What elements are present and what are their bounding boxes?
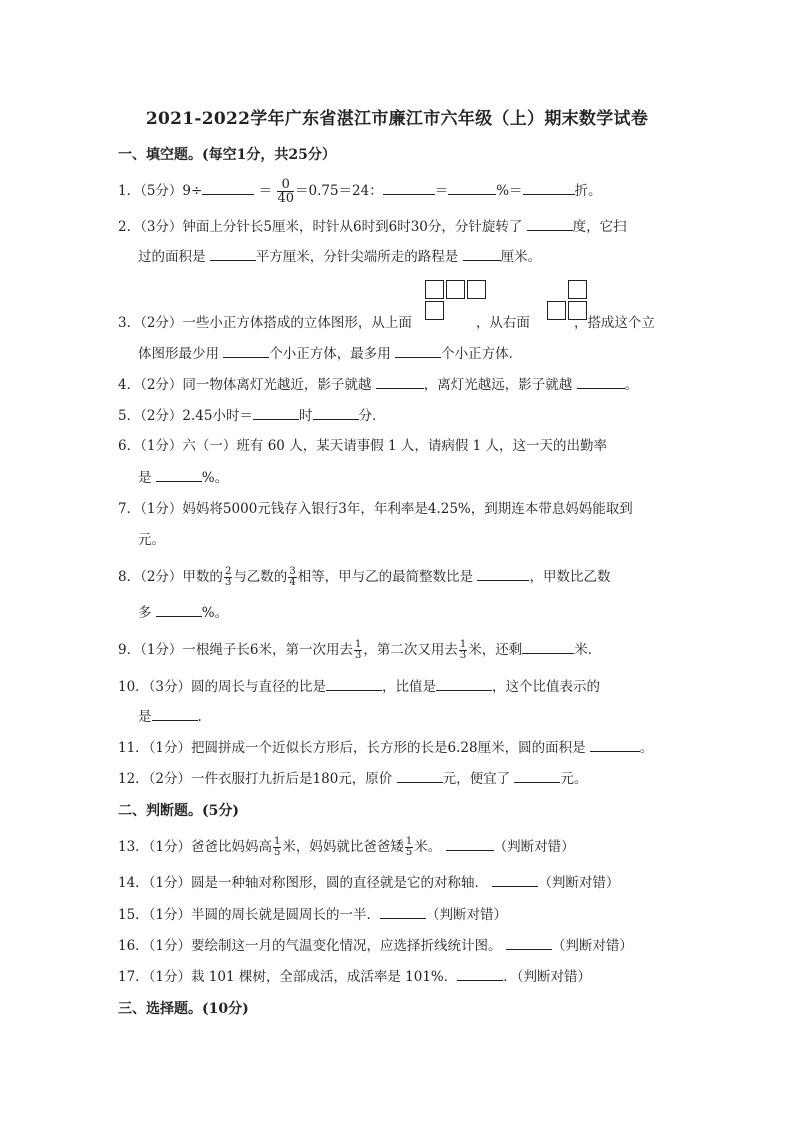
answer-blank[interactable]	[514, 768, 560, 783]
answer-blank[interactable]	[590, 737, 640, 752]
exam-title: 2021-2022学年广东省湛江市廉江市六年级（上）期末数学试卷	[145, 109, 649, 129]
answer-blank[interactable]	[380, 904, 426, 919]
question-6: 6．（1分）六（一）班有 60 人，某天请事假 1 人，请病假 1 人，这一天的出勤率	[118, 438, 608, 454]
answer-blank[interactable]	[477, 566, 529, 581]
answer-blank[interactable]	[457, 966, 503, 981]
question-4: 4．（2分）同一物体离灯光越近，影子就越 ，离灯光越远，影子就越 。	[118, 374, 638, 395]
fraction: $\frac{1}{5}$	[405, 836, 413, 858]
section-fill-in: 一、填空题。(每空1分，共25分）	[118, 147, 336, 163]
question-16: 16．（1分）要绘制这一月的气温变化情况，应选择折线统计图。 （判断对错）	[118, 935, 633, 956]
question-10: 10．（3分）圆的周长与直径的比是 ，比值是 ，这个比值表示的	[118, 676, 600, 697]
answer-blank[interactable]	[223, 343, 269, 358]
question-9: 9．（1分）一根绳子长6米，第一次用去 $\frac{1}{3}$ ，第二次又用去 $\frac{1}{3}$ 米，还剩 米．	[118, 639, 602, 661]
answer-blank[interactable]	[436, 676, 492, 691]
fraction: $\frac{0}{40}$	[277, 177, 294, 206]
question-11: 11．（1分）把圆拼成一个近似长方形后，长方形的长是6.28厘米，圆的面积是 。	[118, 737, 653, 758]
answer-blank[interactable]	[523, 180, 575, 195]
answer-blank[interactable]	[253, 405, 299, 420]
answer-blank[interactable]	[492, 872, 538, 887]
question-5: 5．（2分）2.45小时＝ 时 分．	[118, 405, 386, 426]
answer-blank[interactable]	[326, 676, 382, 691]
answer-blank[interactable]	[156, 602, 202, 617]
question-8-cont: 多 %。	[138, 602, 228, 623]
answer-blank[interactable]	[397, 768, 443, 783]
fraction: $\frac{3}{4}$	[289, 566, 296, 588]
answer-blank[interactable]	[446, 836, 494, 851]
question-14: 14．（1分）圆是一种轴对称图形，圆的直径就是它的对称轴． （判断对错）	[118, 872, 619, 893]
question-2: 2．（3分）钟面上分针长5厘米，时针从6时到6时30分，分针旋转了 度，它扫	[118, 216, 627, 237]
answer-blank[interactable]	[506, 935, 552, 950]
answer-blank[interactable]	[313, 405, 359, 420]
question-15: 15．（1分）半圆的周长就是圆周长的一半． （判断对错）	[118, 904, 507, 925]
answer-blank[interactable]	[463, 246, 501, 261]
question-13: 13．（1分）爸爸比妈妈高 $\frac{1}{5}$ 米，妈妈就比爸爸矮 $\frac{1}{5}$ 米。 （判断对错）	[118, 836, 575, 858]
question-6-cont: 是 %。	[138, 467, 228, 488]
question-1: 1．（5分）9÷ ＝ $\frac{0}{40}$ ＝0.75＝24： ＝ %＝ 折。	[118, 177, 602, 206]
question-3-cont: 体图形最少用 个小正方体，最多用 个小正方体．	[138, 343, 522, 364]
fraction: $\frac{1}{3}$	[459, 639, 467, 661]
fraction: $\frac{1}{5}$	[274, 836, 281, 858]
question-12: 12．（2分）一件衣服打九折后是180元，原价 元，便宜了 元。	[118, 768, 587, 789]
fraction: $\frac{1}{3}$	[355, 639, 362, 661]
question-7: 7．（1分）妈妈将5000元钱存入银行3年，年利率是4.25%，到期连本带息妈妈能取到	[118, 501, 633, 517]
answer-blank[interactable]	[202, 180, 254, 195]
fraction: $\frac{2}{3}$	[224, 566, 232, 588]
answer-blank[interactable]	[522, 639, 574, 654]
question-3: 3．（2分）一些小正方体搭成的立体图形，从上面 ，从右面 ，搭成这个立	[118, 315, 655, 331]
question-8: 8．（2分）甲数的 $\frac{2}{3}$ 与乙数的 $\frac{3}{4}$ 相等，甲与乙的最简整数比是 ，甲数比乙数	[118, 566, 611, 588]
question-7-cont: 元。	[138, 532, 165, 548]
answer-blank[interactable]	[156, 467, 202, 482]
question-2-cont: 过的面积是 平方厘米，分针尖端所走的路程是 厘米。	[138, 246, 541, 267]
answer-blank[interactable]	[577, 374, 625, 389]
section-true-false: 二、判断题。(5分)	[118, 803, 239, 819]
answer-blank[interactable]	[210, 246, 256, 261]
section-multiple-choice: 三、选择题。(10分)	[118, 1001, 249, 1017]
question-10-cont: 是 .	[138, 706, 202, 727]
question-17: 17．（1分）栽 101 棵树，全部成活，成活率是 101%． ．（判断对错）	[118, 966, 591, 987]
answer-blank[interactable]	[376, 374, 424, 389]
answer-blank[interactable]	[383, 180, 435, 195]
answer-blank[interactable]	[152, 706, 198, 721]
answer-blank[interactable]	[395, 343, 441, 358]
answer-blank[interactable]	[527, 216, 573, 231]
answer-blank[interactable]	[448, 180, 496, 195]
